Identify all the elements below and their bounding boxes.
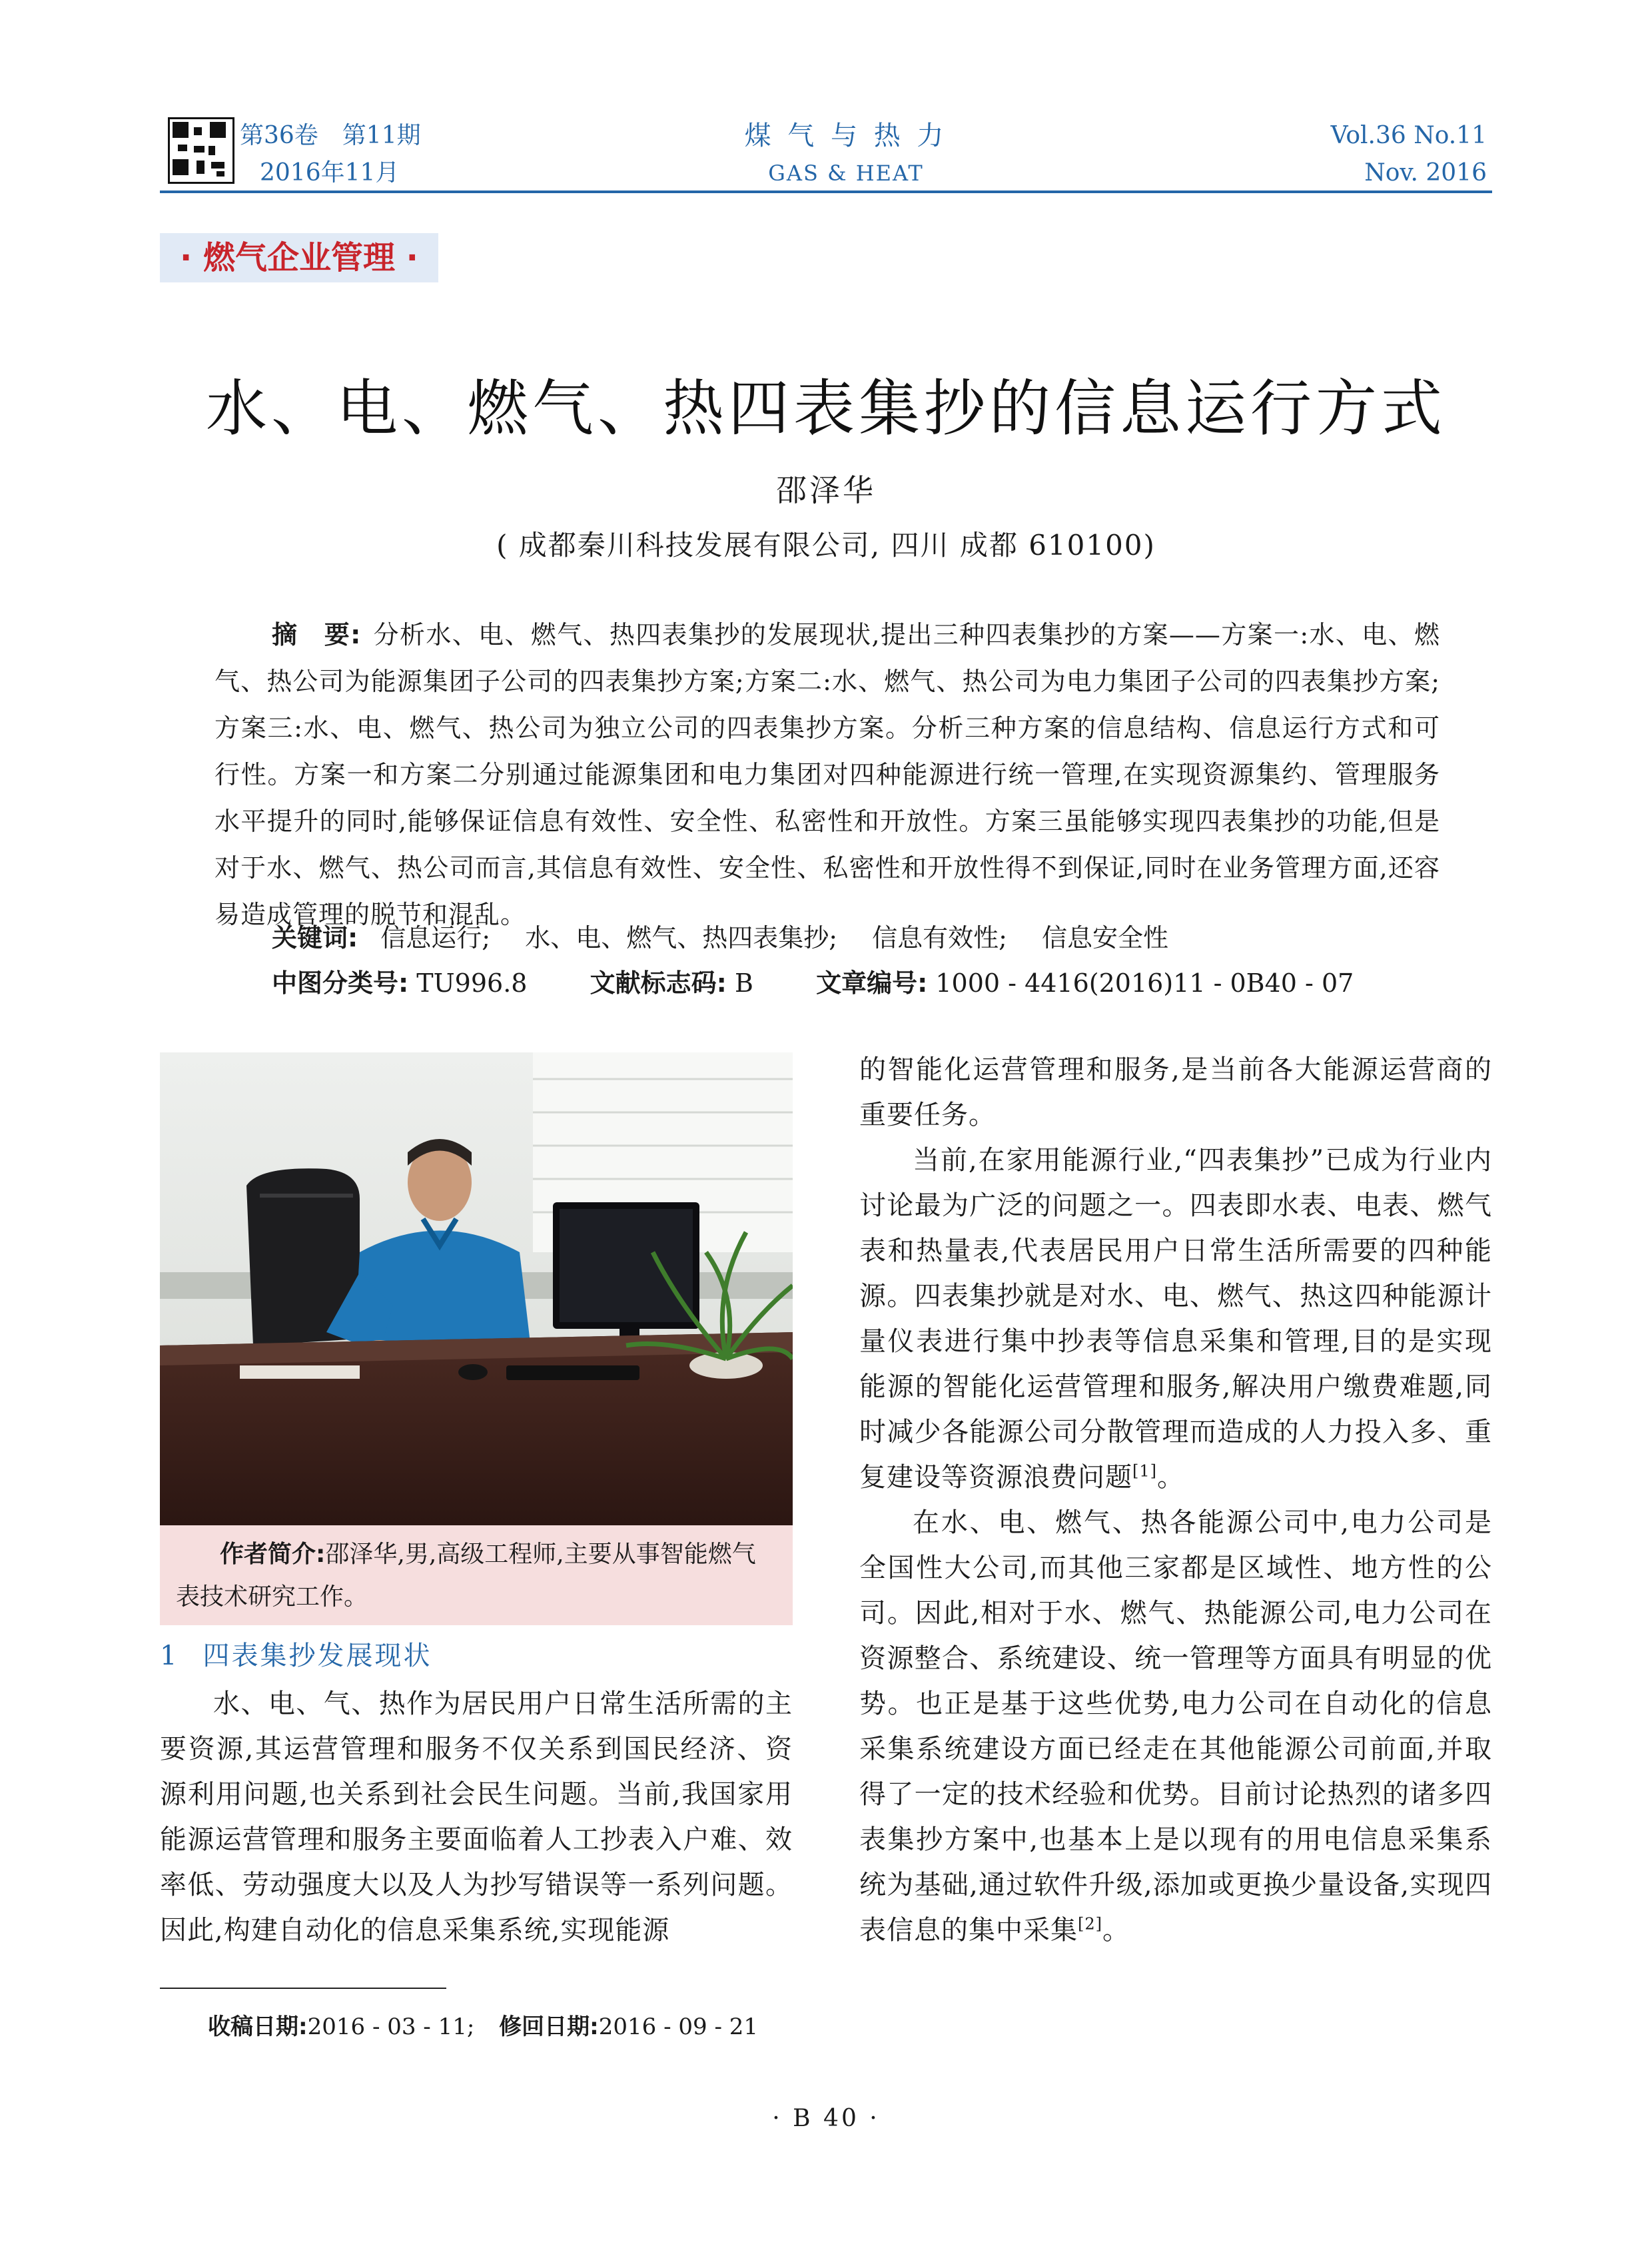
author-bio-label: 作者简介:	[220, 1541, 326, 1568]
author-affiliation: ( 成都秦川科技发展有限公司, 四川 成都 610100)	[496, 529, 1156, 561]
clc-number: TU996.8	[416, 968, 528, 998]
paragraph-text: 在水、电、燃气、热各能源公司中,电力公司是全国性大公司,而其他三家都是区域性、地方性的公司。因此,相对于水、燃气、热能源公司,电力公司在资源整合、系统建设、统一管理等方面具有明显的优势。也正是基于这些优势,电力公司在自动化的信息采集系统建设方面已经走在其他能源公司前面,并取得了一定的技术经验和优势。目前讨论热烈的诸多四表集抄方案中,也基本上是以现有的用电信息采集系统为基础,通过软件升级,添加或更换少量设备,实现四表信息的集中采集	[859, 1507, 1492, 1946]
section-1-heading	[160, 1636, 432, 1676]
paragraph	[859, 1500, 1492, 1953]
keyword: 水、电、燃气、热四表集抄;	[525, 923, 838, 952]
journal-name-en: GAS & HEAT	[768, 161, 924, 186]
header-right	[1331, 117, 1487, 192]
section-title: 四表集抄发展现状	[203, 1641, 432, 1671]
paragraph	[859, 1138, 1492, 1500]
journal-name-cn: 煤 气 与 热 力	[744, 121, 948, 151]
clc-label: 中图分类号:	[272, 968, 409, 998]
journal-name	[666, 117, 1026, 192]
article-number-label: 文章编号:	[816, 968, 928, 998]
doc-code-label: 文献标志码:	[590, 968, 727, 998]
author-bio-text: 邵泽华,男,高级工程师,主要从事智能燃气表技术研究工作。	[176, 1541, 756, 1611]
abstract-text: 分析水、电、燃气、热四表集抄的发展现状,提出三种四表集抄的方案——方案一:水、电、燃气、热公司为能源集团子公司的四表集抄方案;方案二:水、燃气、热公司为电力集团子公司的四表集抄方案;方案三:水、电、燃气、热公司为独立公司的四表集抄方案。分析三种方案的信息结构、信息运行方式和可行性。方案一和方案二分别通过能源集团和电力集团对四种能源进行统一管理,在实现资源集约、管理服务水平提升的同时,能够保证信息有效性、安全性、私密性和开放性。方案三虽能够实现四表集抄的功能,但是对于水、燃气、热公司而言,其信息有效性、安全性、私密性和开放性得不到保证,同时在业务管理方面,还容易造成管理的脱节和混乱。	[214, 620, 1440, 929]
footnote-divider	[160, 1988, 446, 1989]
volume-issue-cn: 第36卷 第11期	[240, 122, 421, 149]
period: 。	[1157, 1462, 1184, 1493]
keyword: 信息有效性;	[872, 923, 1007, 952]
abstract	[214, 611, 1440, 938]
revised-label: 修回日期:	[499, 2014, 599, 2040]
abstract-label: 摘 要:	[272, 620, 362, 649]
author-bio-caption	[160, 1525, 793, 1625]
section-tag: · 燃气企业管理 ·	[160, 233, 438, 282]
article-number: 1000 - 4416(2016)11 - 0B40 - 07	[935, 968, 1354, 998]
keyword: 信息运行;	[380, 923, 491, 952]
keyword: 信息安全性	[1042, 923, 1169, 952]
paragraph-continued: 的智能化运营管理和服务,是当前各大能源运营商的重要任务。	[859, 1054, 1492, 1130]
article-title: 水、电、燃气、热四表集抄的信息运行方式	[205, 373, 1446, 444]
keywords-label: 关键词:	[272, 923, 358, 952]
left-column	[160, 1681, 793, 1953]
received-date: 2016 - 03 - 11;	[307, 2014, 475, 2040]
qr-code-icon	[168, 117, 234, 184]
author-name: 邵泽华	[776, 472, 876, 508]
paragraph-text: 当前,在家用能源行业,“四表集抄”已成为行业内讨论最为广泛的问题之一。四表即水表、电表、燃气表和热量表,代表居民用户日常生活所需要的四种能源。四表集抄就是对水、电、燃气、热这四种能源计量仪表进行集中抄表等信息采集和管理,目的是实现能源的智能化运营管理和服务,解决用户缴费难题,同时减少各能源公司分散管理而造成的人力投入多、重复建设等资源浪费问题	[859, 1145, 1492, 1493]
author-photo-illustration	[160, 1052, 793, 1525]
right-column	[859, 1047, 1492, 1953]
header-divider	[160, 190, 1492, 193]
doc-code: B	[734, 968, 753, 998]
revised-date: 2016 - 09 - 21	[598, 2014, 759, 2040]
classification-line	[272, 963, 1354, 1003]
volume-issue-en: Vol.36 No.11	[1330, 122, 1487, 149]
keywords	[272, 918, 1180, 958]
section-number: 1	[160, 1641, 179, 1671]
reference-marker[interactable]: [1]	[1132, 1461, 1157, 1481]
period: 。	[1102, 1915, 1130, 1946]
footnote-dates	[208, 2010, 758, 2044]
paragraph: 水、电、气、热作为居民用户日常生活所需的主要资源,其运营管理和服务不仅关系到国民经济、资源利用问题,也关系到社会民生问题。当前,我国家用能源运营管理和服务主要面临着人工抄表入户难、效率低、劳动强度大以及人为抄写错误等一系列问题。因此,构建自动化的信息采集系统,实现能源	[160, 1688, 793, 1946]
reference-marker[interactable]: [2]	[1078, 1914, 1102, 1934]
page-header	[0, 0, 1652, 200]
received-label: 收稿日期:	[208, 2014, 308, 2040]
page-number: · B 40 ·	[772, 2105, 880, 2132]
author-photo	[160, 1052, 793, 1525]
date-en: Nov. 2016	[1364, 159, 1487, 187]
header-left	[240, 117, 421, 192]
date-cn: 2016年11月	[260, 159, 400, 187]
